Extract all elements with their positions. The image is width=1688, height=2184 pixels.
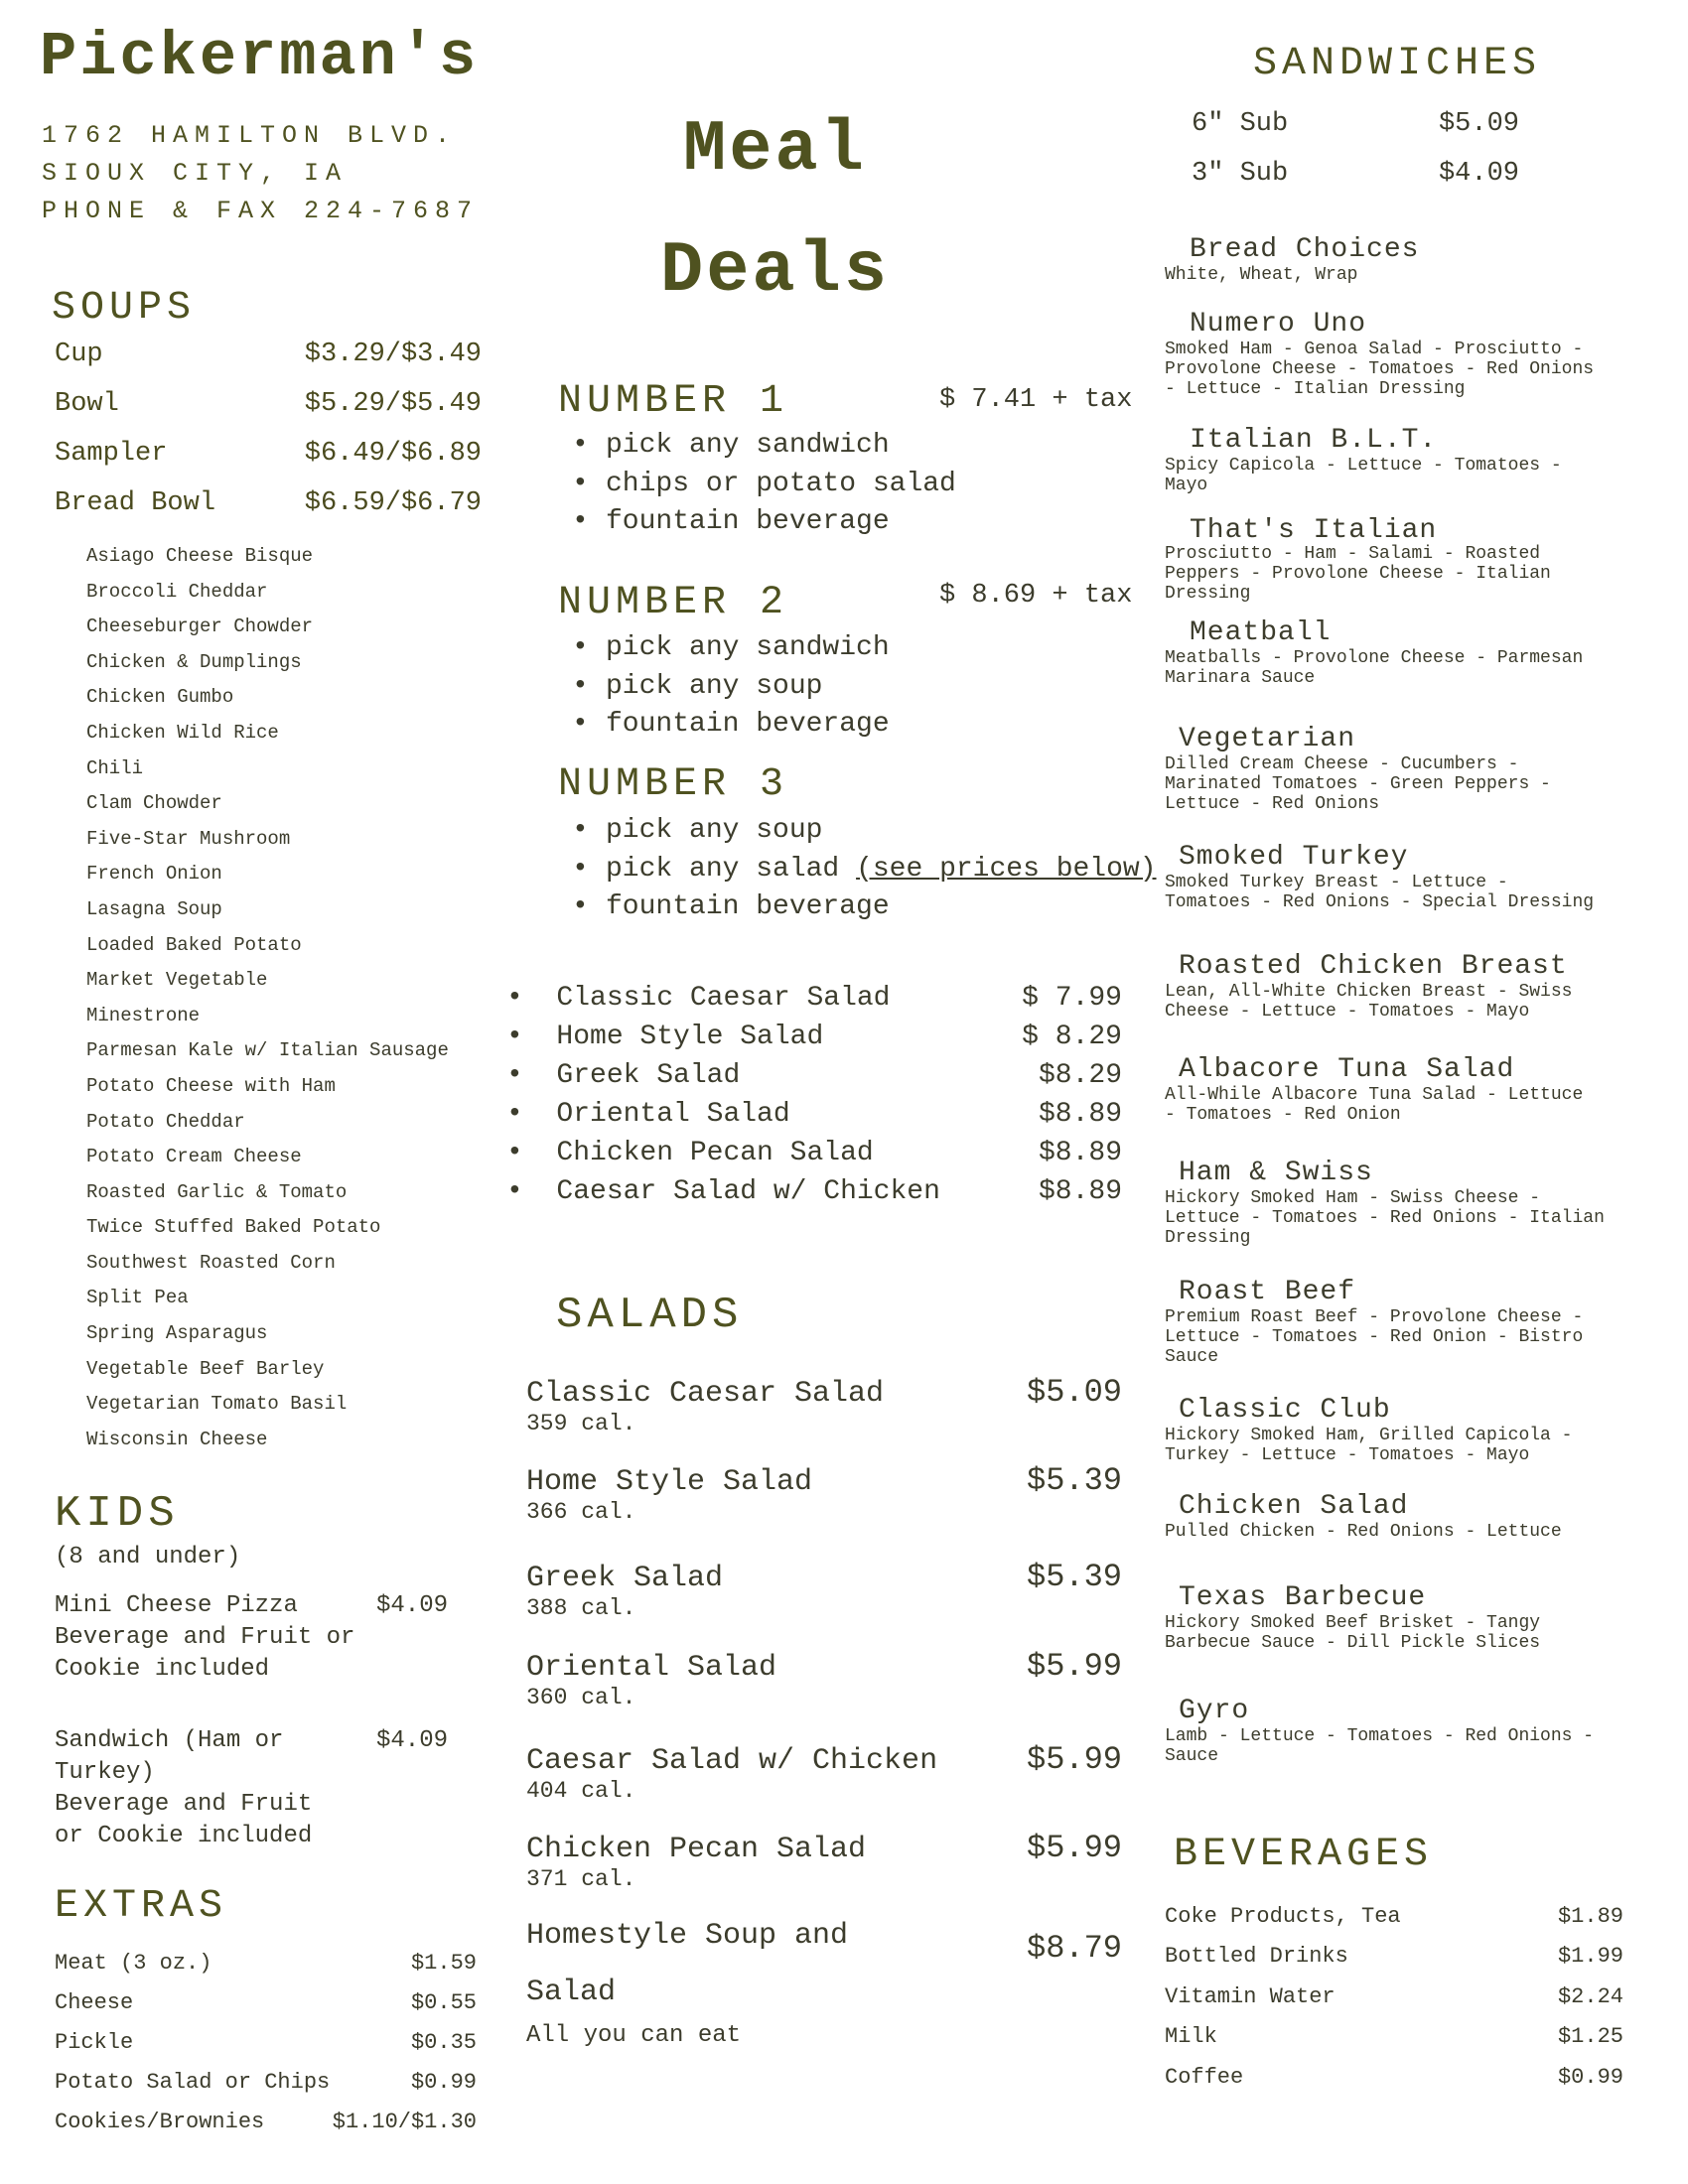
list-item: • Oriental Salad $8.89 (506, 1099, 1122, 1130)
list-item: • pick any soup (560, 668, 890, 707)
salad-item: Classic Caesar Salad $5.09 359 cal. (526, 1374, 1122, 1436)
soup-size-row: Bread Bowl $6.59/$6.79 (55, 488, 482, 518)
deal-items (560, 812, 1157, 927)
beverage-row: Coke Products, Tea $1.89 (1165, 1904, 1623, 1929)
phone-fax: PHONE & FAX 224-7687 (42, 197, 480, 225)
sandwich-item: Roast Beef Premium Roast Beef - Provolone Cheese - Lettuce - Tomatoes - Red Onion - Bistro Sauce (1165, 1277, 1584, 1367)
list-item: • pick any soup (560, 812, 1157, 851)
list-item: French Onion (86, 863, 222, 886)
soup-size-row: Sampler $6.49/$6.89 (55, 439, 482, 469)
list-item: Vegetable Beef Barley (86, 1357, 325, 1380)
beverages-heading: BEVERAGES (1174, 1833, 1434, 1877)
meal-deals-title-line-2: Deals (660, 230, 891, 312)
list-item: Roasted Garlic & Tomato (86, 1180, 348, 1203)
list-item: Potato Cheese with Ham (86, 1074, 336, 1097)
sandwich-item: Roasted Chicken Breast Lean, All-White Chicken Breast - Swiss Cheese - Lettuce - Tomatoes - Mayo (1165, 951, 1573, 1022)
kids-item: Sandwich (Ham or $4.09 Turkey) Beverage and Fruit or Cookie included (55, 1727, 448, 1849)
sandwich-item: Bread Choices White, Wheat, Wrap (1165, 234, 1420, 285)
list-item: • pick any sandwich (560, 427, 956, 466)
sandwiches-heading: SANDWICHES (1253, 42, 1542, 86)
list-item: Cheeseburger Chowder (86, 615, 314, 638)
list-item: • fountain beverage (560, 503, 956, 542)
sandwich-item: That's Italian Prosciutto - Ham - Salami - Roasted Peppers - Provolone Cheese - Italian Dressing (1165, 515, 1551, 604)
deal-price: $ 8.69 + tax (939, 581, 1133, 611)
sandwich-item: Gyro Lamb - Lettuce - Tomatoes - Red Onions - Sauce (1165, 1696, 1595, 1766)
sandwich-item: Ham & Swiss Hickory Smoked Ham - Swiss Cheese - Lettuce - Tomatoes - Red Onions - Italian Dressing (1165, 1158, 1605, 1248)
sandwich-item: Italian B.L.T. Spicy Capicola - Lettuce - Tomatoes - Mayo (1165, 425, 1562, 495)
address-block (42, 117, 479, 230)
list-item: • pick any sandwich (560, 629, 890, 668)
salad-item: Caesar Salad w/ Chicken $5.99 404 cal. (526, 1741, 1122, 1804)
sandwich-item: Numero Uno Smoked Ham - Genoa Salad - Prosciutto - Provolone Cheese - Tomatoes - Red Onions - Lettuce - Italian Dressing (1165, 309, 1595, 399)
sandwich-item: Texas Barbecue Hickory Smoked Beef Brisket - Tangy Barbecue Sauce - Dill Pickle Slices (1165, 1582, 1541, 1653)
extras-heading: EXTRAS (55, 1884, 228, 1929)
sandwich-item: Chicken Salad Pulled Chicken - Red Onions - Lettuce (1165, 1491, 1562, 1542)
list-item: • chips or potato salad (560, 466, 956, 504)
deal-items (560, 427, 956, 542)
deal-name: NUMBER 3 (558, 762, 789, 807)
soup-varieties-list (86, 539, 449, 1457)
meal-deals-title-line-1: Meal (683, 109, 867, 191)
extras-row: Cheese $0.55 (55, 1990, 477, 2015)
list-item: Chicken Gumbo (86, 686, 234, 709)
deal-items (560, 629, 890, 745)
list-item: Clam Chowder (86, 792, 222, 815)
salad-item: Home Style Salad $5.39 366 cal. (526, 1462, 1122, 1525)
list-item: Broccoli Cheddar (86, 580, 268, 603)
see-prices-link[interactable]: (see prices below) (856, 853, 1157, 885)
list-item: Twice Stuffed Baked Potato (86, 1216, 381, 1239)
deal-name: NUMBER 1 (558, 379, 789, 424)
list-item: • pick any salad (see prices below) (560, 851, 1157, 889)
sandwich-item: Classic Club Hickory Smoked Ham, Grilled Capicola - Turkey - Lettuce - Tomatoes - Mayo (1165, 1395, 1573, 1465)
kids-heading: KIDS (55, 1489, 180, 1539)
list-item: Parmesan Kale w/ Italian Sausage (86, 1039, 449, 1062)
list-item: • Classic Caesar Salad $ 7.99 (506, 983, 1122, 1014)
list-item: Chicken & Dumplings (86, 650, 302, 673)
salad-item: Chicken Pecan Salad $5.99 371 cal. (526, 1830, 1122, 1892)
address-line-2: SIOUX CITY, IA (42, 159, 349, 188)
list-item: Vegetarian Tomato Basil (86, 1393, 348, 1416)
deal-price: $ 7.41 + tax (939, 385, 1133, 415)
list-item: • Caesar Salad w/ Chicken $8.89 (506, 1176, 1122, 1207)
list-item: • Home Style Salad $ 8.29 (506, 1022, 1122, 1052)
deal-salad-options (506, 979, 1122, 1211)
list-item: • fountain beverage (560, 706, 890, 745)
address-line-1: 1762 HAMILTON BLVD. (42, 121, 458, 150)
extras-row: Potato Salad or Chips $0.99 (55, 2070, 477, 2095)
list-item: Southwest Roasted Corn (86, 1251, 336, 1274)
beverage-row: Bottled Drinks $1.99 (1165, 1944, 1623, 1969)
beverage-row: Vitamin Water $2.24 (1165, 1984, 1623, 2009)
list-item: Split Pea (86, 1287, 189, 1309)
salad-item: Greek Salad $5.39 388 cal. (526, 1559, 1122, 1621)
soup-size-row: Cup $3.29/$3.49 (55, 340, 482, 369)
kids-subtitle: (8 and under) (55, 1544, 241, 1570)
kids-item: Mini Cheese Pizza $4.09 Beverage and Fruit or Cookie included (55, 1592, 448, 1683)
extras-row: Cookies/Brownies $1.10/$1.30 (55, 2110, 477, 2134)
list-item: Market Vegetable (86, 969, 268, 992)
sandwich-item: Meatball Meatballs - Provolone Cheese - Parmesan Marinara Sauce (1165, 617, 1584, 688)
deal-name: NUMBER 2 (558, 581, 789, 625)
list-item: Wisconsin Cheese (86, 1428, 268, 1450)
list-item: Chicken Wild Rice (86, 721, 279, 744)
list-item: • fountain beverage (560, 888, 1157, 927)
list-item: Spring Asparagus (86, 1322, 268, 1345)
sandwich-item: Smoked Turkey Smoked Turkey Breast - Lettuce - Tomatoes - Red Onions - Special Dressing (1165, 842, 1595, 912)
list-item: Lasagna Soup (86, 897, 222, 920)
list-item: Loaded Baked Potato (86, 933, 302, 956)
soup-size-row: Bowl $5.29/$5.49 (55, 389, 482, 419)
list-item: Potato Cheddar (86, 1110, 245, 1133)
list-item: Minestrone (86, 1004, 201, 1026)
list-item: Asiago Cheese Bisque (86, 545, 314, 567)
list-item: Chili (86, 756, 144, 779)
salad-item: Oriental Salad $5.99 360 cal. (526, 1648, 1122, 1710)
extras-row: Pickle $0.35 (55, 2030, 477, 2055)
soup-salad-item: Homestyle Soup and $8.79 Salad All you can eat (526, 1919, 1122, 2049)
list-item: Potato Cream Cheese (86, 1146, 302, 1168)
business-name: Pickerman's (40, 22, 480, 92)
list-item: • Chicken Pecan Salad $8.89 (506, 1138, 1122, 1168)
soups-heading: SOUPS (52, 286, 197, 331)
extras-row: Meat (3 oz.) $1.59 (55, 1951, 477, 1976)
beverage-row: Milk $1.25 (1165, 2024, 1623, 2049)
sandwich-item: Vegetarian Dilled Cream Cheese - Cucumbers - Marinated Tomatoes - Green Peppers - Lettuce - Red Onions (1165, 724, 1551, 814)
sandwich-item: Albacore Tuna Salad All-While Albacore Tuna Salad - Lettuce - Tomatoes - Red Onion (1165, 1054, 1584, 1125)
beverage-row: Coffee $0.99 (1165, 2065, 1623, 2090)
sandwich-size-row: 3" Sub $4.09 (1192, 159, 1519, 189)
salads-heading: SALADS (556, 1291, 744, 1340)
list-item: • Greek Salad $8.29 (506, 1060, 1122, 1091)
sandwich-size-row: 6" Sub $5.09 (1192, 109, 1519, 139)
list-item: Five-Star Mushroom (86, 827, 291, 850)
